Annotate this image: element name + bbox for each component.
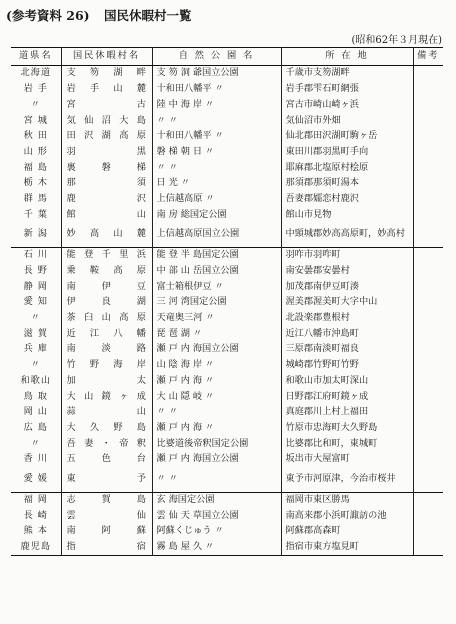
prefecture-cell: 滋 賀	[11, 326, 61, 342]
village-name-cell: 岩手山麓	[61, 82, 152, 98]
notes-cell	[413, 247, 443, 263]
location-cell: 三原郡南淡町福良	[281, 342, 413, 358]
prefecture-cell: 〃	[11, 311, 61, 327]
table-row	[11, 452, 443, 468]
location-cell: 東予市河原津，今治市桜井	[281, 468, 413, 493]
date-note: (昭和62年３月現在)	[351, 35, 442, 46]
park-name-cell: 〃 〃	[152, 468, 281, 493]
village-name-cell: 吾妻・帝釈	[61, 436, 152, 452]
park-name-cell: 日 光 〃	[152, 176, 281, 192]
location-cell: 日野郡江府町鏡ヶ成	[281, 389, 413, 405]
notes-cell	[413, 82, 443, 98]
table-row	[11, 279, 443, 295]
table-row	[11, 207, 443, 223]
location-cell: 宮古市崎山崎ヶ浜	[281, 97, 413, 113]
notes-cell	[413, 207, 443, 223]
prefecture-cell: 〃	[11, 358, 61, 374]
park-name-cell: 瀬 戸 内 海国立公園	[152, 342, 281, 358]
village-name-cell: 南伊豆	[61, 279, 152, 295]
table-body	[11, 66, 443, 556]
notes-cell	[413, 295, 443, 311]
notes-cell	[413, 311, 443, 327]
table-header-row	[11, 48, 443, 66]
village-name-cell: 能登千里浜	[61, 247, 152, 263]
park-name-cell: 磐 梯 朝 日 〃	[152, 144, 281, 160]
table-row	[11, 97, 443, 113]
village-name-cell: 大久野島	[61, 420, 152, 436]
prefecture-cell: 石 川	[11, 247, 61, 263]
table-row	[11, 264, 443, 280]
table-row	[11, 373, 443, 389]
table-row	[11, 113, 443, 129]
park-name-cell: 瀬 戸 内 海国立公園	[152, 452, 281, 468]
village-name-cell: 伊良湖	[61, 295, 152, 311]
notes-cell	[413, 326, 443, 342]
header-village-name: 国民休暇村名	[61, 48, 152, 66]
prefecture-cell: 広 島	[11, 420, 61, 436]
park-name-cell: 南 房 総国定公園	[152, 207, 281, 223]
village-name-cell: 羽黒	[61, 144, 152, 160]
park-name-cell: 大 山 隠 岐 〃	[152, 389, 281, 405]
header-notes: 備考	[413, 48, 443, 66]
notes-cell	[413, 373, 443, 389]
village-name-cell: 妙高山麓	[61, 223, 152, 248]
location-cell: 福岡市東区勝馬	[281, 492, 413, 508]
prefecture-cell: 山 形	[11, 144, 61, 160]
prefecture-cell: 秋 田	[11, 129, 61, 145]
table-row	[11, 540, 443, 556]
prefecture-cell: 兵 庫	[11, 342, 61, 358]
prefecture-cell: 栃 木	[11, 176, 61, 192]
prefecture-cell: 香 川	[11, 452, 61, 468]
prefecture-cell: 鳥 取	[11, 389, 61, 405]
notes-cell	[413, 223, 443, 248]
location-cell: 近江八幡市沖島町	[281, 326, 413, 342]
notes-cell	[413, 524, 443, 540]
park-name-cell: 〃 〃	[152, 405, 281, 421]
park-name-cell: 霧 島 屋 久 〃	[152, 540, 281, 556]
notes-cell	[413, 508, 443, 524]
location-cell: 南高来郡小浜町諏訪の池	[281, 508, 413, 524]
location-cell: 千歳市支笏湖畔	[281, 66, 413, 82]
village-name-cell: 加太	[61, 373, 152, 389]
location-cell: 北設楽郡豊根村	[281, 311, 413, 327]
table-row	[11, 420, 443, 436]
park-name-cell: 阿蘇くじゅう 〃	[152, 524, 281, 540]
header-park-name: 自 然 公 園 名	[152, 48, 281, 66]
village-name-cell: 雲仙	[61, 508, 152, 524]
park-name-cell: 能 登 半 島国定公園	[152, 247, 281, 263]
park-name-cell: 山 陰 海 岸 〃	[152, 358, 281, 374]
village-name-cell: 気仙沼大島	[61, 113, 152, 129]
reference-label: (参考資料 26)	[6, 8, 90, 23]
village-name-cell: 近江八幡	[61, 326, 152, 342]
village-name-cell: 南阿蘇	[61, 524, 152, 540]
notes-cell	[413, 468, 443, 493]
village-name-cell: 南淡路	[61, 342, 152, 358]
notes-cell	[413, 389, 443, 405]
table-row	[11, 492, 443, 508]
park-name-cell: 瀬 戸 内 海 〃	[152, 373, 281, 389]
table-row	[11, 160, 443, 176]
location-cell: 耶麻郡北塩原村桧原	[281, 160, 413, 176]
park-name-cell: 支 笏 洞 爺国立公園	[152, 66, 281, 82]
notes-cell	[413, 66, 443, 82]
table-row	[11, 223, 443, 248]
park-name-cell: 〃 〃	[152, 113, 281, 129]
table-row	[11, 358, 443, 374]
notes-cell	[413, 279, 443, 295]
table-row	[11, 342, 443, 358]
village-name-cell: 宮古	[61, 97, 152, 113]
village-name-cell: 蒜山	[61, 405, 152, 421]
prefecture-cell: 宮 城	[11, 113, 61, 129]
notes-cell	[413, 342, 443, 358]
location-cell: 坂出市大屋富町	[281, 452, 413, 468]
village-name-cell: 鹿沢	[61, 192, 152, 208]
park-name-cell: 比婆道後帝釈国定公園	[152, 436, 281, 452]
location-cell: 渥美郡渥美町大字中山	[281, 295, 413, 311]
park-name-cell: 三 河 湾国定公園	[152, 295, 281, 311]
table-row	[11, 247, 443, 263]
prefecture-cell: 北海道	[11, 66, 61, 82]
park-name-cell: 中 部 山 岳国立公園	[152, 264, 281, 280]
location-cell: 東田川郡羽黒町手向	[281, 144, 413, 160]
table-row	[11, 436, 443, 452]
table-row	[11, 468, 443, 493]
location-cell: 指宿市東方塩見町	[281, 540, 413, 556]
location-cell: 仙北郡田沢湖町駒ヶ岳	[281, 129, 413, 145]
page-title	[6, 6, 191, 24]
notes-cell	[413, 144, 443, 160]
park-name-cell: 雲 仙 天 草国立公園	[152, 508, 281, 524]
header-prefecture: 道県名	[11, 48, 61, 66]
park-name-cell: 十和田八幡平 〃	[152, 82, 281, 98]
table-row	[11, 129, 443, 145]
table-row	[11, 66, 443, 82]
notes-cell	[413, 160, 443, 176]
notes-cell	[413, 420, 443, 436]
notes-cell	[413, 452, 443, 468]
notes-cell	[413, 113, 443, 129]
village-name-cell: 館山	[61, 207, 152, 223]
village-name-cell: 指宿	[61, 540, 152, 556]
location-cell: 比婆郡比和町，東城町	[281, 436, 413, 452]
resort-village-table	[11, 47, 443, 556]
park-name-cell: 十和田八幡平 〃	[152, 129, 281, 145]
location-cell: 中頸城郡妙高高原町，妙高村	[281, 223, 413, 248]
table-row	[11, 295, 443, 311]
park-name-cell: 陸 中 海 岸 〃	[152, 97, 281, 113]
table-row	[11, 144, 443, 160]
village-name-cell: 田沢湖高原	[61, 129, 152, 145]
notes-cell	[413, 540, 443, 556]
location-cell: 気仙沼市外畑	[281, 113, 413, 129]
location-cell: 羽咋市羽咋町	[281, 247, 413, 263]
location-cell: 那須郡那須町湯本	[281, 176, 413, 192]
table-row	[11, 508, 443, 524]
park-name-cell: 玄 海国定公園	[152, 492, 281, 508]
prefecture-cell: 〃	[11, 436, 61, 452]
village-name-cell: 茶臼山高原	[61, 311, 152, 327]
park-name-cell: 瀬 戸 内 海 〃	[152, 420, 281, 436]
header-location: 所 在 地	[281, 48, 413, 66]
park-name-cell: 上信越高原 〃	[152, 192, 281, 208]
location-cell: 加茂郡南伊豆町湊	[281, 279, 413, 295]
village-name-cell: 那須	[61, 176, 152, 192]
village-name-cell: 大山鏡ヶ成	[61, 389, 152, 405]
park-name-cell: 〃 〃	[152, 160, 281, 176]
table-row	[11, 405, 443, 421]
prefecture-cell: 愛 知	[11, 295, 61, 311]
location-cell: 真庭郡川上村上福田	[281, 405, 413, 421]
village-name-cell: 乗鞍高原	[61, 264, 152, 280]
park-name-cell: 琵 琶 湖 〃	[152, 326, 281, 342]
document-title: 国民休暇村一覧	[103, 8, 192, 23]
notes-cell	[413, 492, 443, 508]
prefecture-cell: 和歌山	[11, 373, 61, 389]
prefecture-cell: 熊 本	[11, 524, 61, 540]
location-cell: 和歌山市加太町深山	[281, 373, 413, 389]
prefecture-cell: 千 葉	[11, 207, 61, 223]
village-name-cell: 五色台	[61, 452, 152, 468]
location-cell: 竹原市忠海町大久野島	[281, 420, 413, 436]
notes-cell	[413, 405, 443, 421]
prefecture-cell: 岡 山	[11, 405, 61, 421]
prefecture-cell: 長 崎	[11, 508, 61, 524]
prefecture-cell: 〃	[11, 97, 61, 113]
prefecture-cell: 鹿児島	[11, 540, 61, 556]
village-name-cell: 裏磐梯	[61, 160, 152, 176]
notes-cell	[413, 436, 443, 452]
notes-cell	[413, 176, 443, 192]
prefecture-cell: 岩 手	[11, 82, 61, 98]
notes-cell	[413, 97, 443, 113]
location-cell: 城崎郡竹野町竹野	[281, 358, 413, 374]
park-name-cell: 富士箱根伊豆 〃	[152, 279, 281, 295]
table-row	[11, 389, 443, 405]
location-cell: 阿蘇郡高森町	[281, 524, 413, 540]
village-name-cell: 支笏湖畔	[61, 66, 152, 82]
prefecture-cell: 静 岡	[11, 279, 61, 295]
prefecture-cell: 福 岡	[11, 492, 61, 508]
notes-cell	[413, 358, 443, 374]
location-cell: 岩手郡雫石町網張	[281, 82, 413, 98]
notes-cell	[413, 192, 443, 208]
table-row	[11, 192, 443, 208]
village-name-cell: 竹野海岸	[61, 358, 152, 374]
village-name-cell: 東予	[61, 468, 152, 493]
prefecture-cell: 長 野	[11, 264, 61, 280]
prefecture-cell: 群 馬	[11, 192, 61, 208]
location-cell: 吾妻郡嬬恋村鹿沢	[281, 192, 413, 208]
park-name-cell: 上信越高原国立公園	[152, 223, 281, 248]
table-row	[11, 311, 443, 327]
prefecture-cell: 新 潟	[11, 223, 61, 248]
table-row	[11, 82, 443, 98]
table-row	[11, 176, 443, 192]
notes-cell	[413, 129, 443, 145]
prefecture-cell: 愛 媛	[11, 468, 61, 493]
village-name-cell: 志賀島	[61, 492, 152, 508]
prefecture-cell: 福 島	[11, 160, 61, 176]
table-row	[11, 524, 443, 540]
location-cell: 南安曇郡安曇村	[281, 264, 413, 280]
location-cell: 館山市見物	[281, 207, 413, 223]
notes-cell	[413, 264, 443, 280]
park-name-cell: 天竜奥三河 〃	[152, 311, 281, 327]
table-row	[11, 326, 443, 342]
